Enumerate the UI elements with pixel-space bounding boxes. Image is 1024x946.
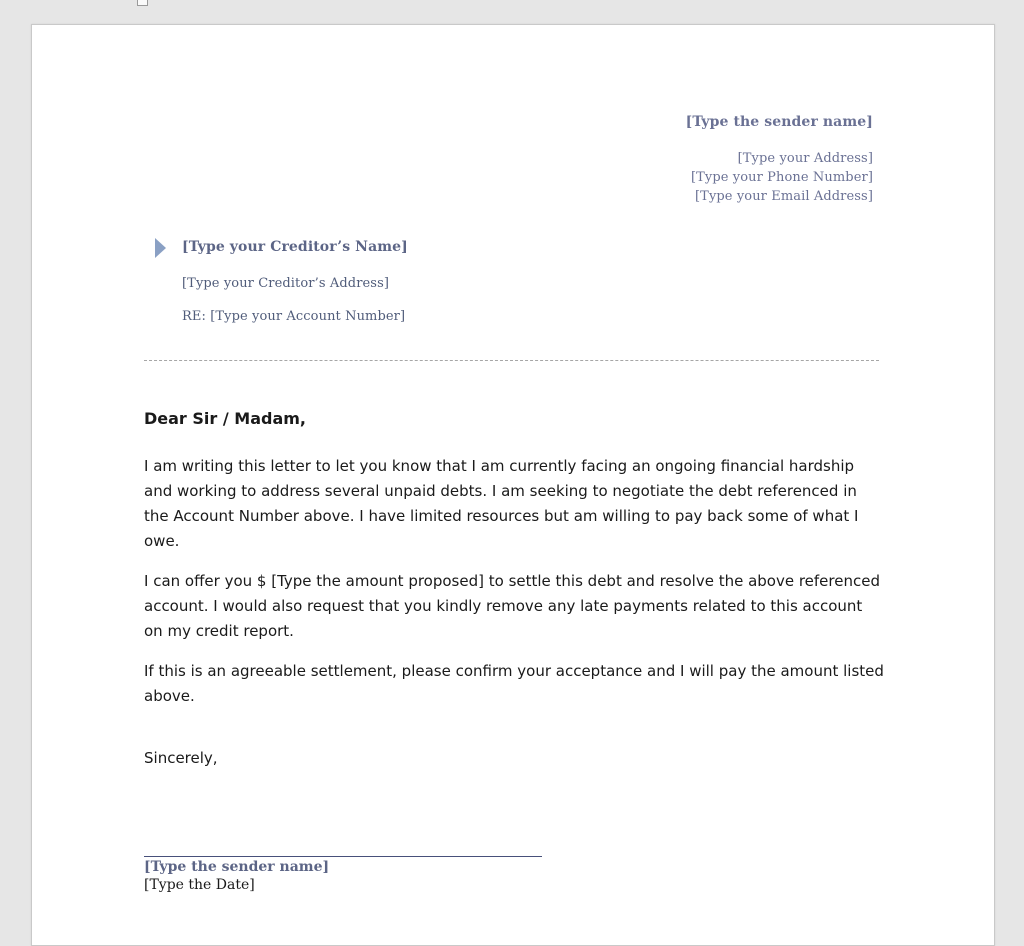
letter-body[interactable]: [144, 406, 884, 771]
body-paragraph-3: If this is an agreeable settlement, please confirm your acceptance and I will pay the amount listed above.: [144, 662, 884, 705]
creditor-account[interactable]: RE: [Type your Account Number]: [182, 309, 406, 324]
sender-email[interactable]: [Type your Email Address]: [695, 189, 873, 204]
section-divider: [144, 360, 879, 361]
body-paragraph-1: I am writing this letter to let you know that I am currently facing an ongoing financial hardship and working to address several unpaid debts. I am seeking to negotiate the debt referenced in the Account Number above. I have limited resources but am willing to pay back some of what I owe.: [144, 457, 859, 550]
salutation: Dear Sir / Madam,: [144, 409, 306, 428]
closing: Sincerely,: [144, 749, 218, 767]
ruler-marker: [137, 0, 148, 6]
signature-name[interactable]: [Type the sender name]: [144, 859, 330, 875]
body-paragraph-2: I can offer you $ [Type the amount proposed] to settle this debt and resolve the above referenced account. I would also request that you kindly remove any late payments related to this account on my credit report.: [144, 572, 880, 640]
sender-name[interactable]: [Type the sender name]: [685, 114, 873, 130]
sender-phone[interactable]: [Type your Phone Number]: [690, 170, 873, 185]
sender-address[interactable]: [Type your Address]: [737, 151, 873, 166]
signature-line: [144, 856, 542, 857]
creditor-address[interactable]: [Type your Creditor’s Address]: [182, 276, 390, 291]
document-page[interactable]: [31, 24, 995, 946]
creditor-block: [152, 235, 408, 324]
sender-block: [686, 114, 873, 206]
creditor-name[interactable]: [Type your Creditor’s Name]: [182, 239, 408, 255]
signature-date[interactable]: [Type the Date]: [144, 877, 255, 893]
arrow-right-icon: [155, 238, 166, 258]
